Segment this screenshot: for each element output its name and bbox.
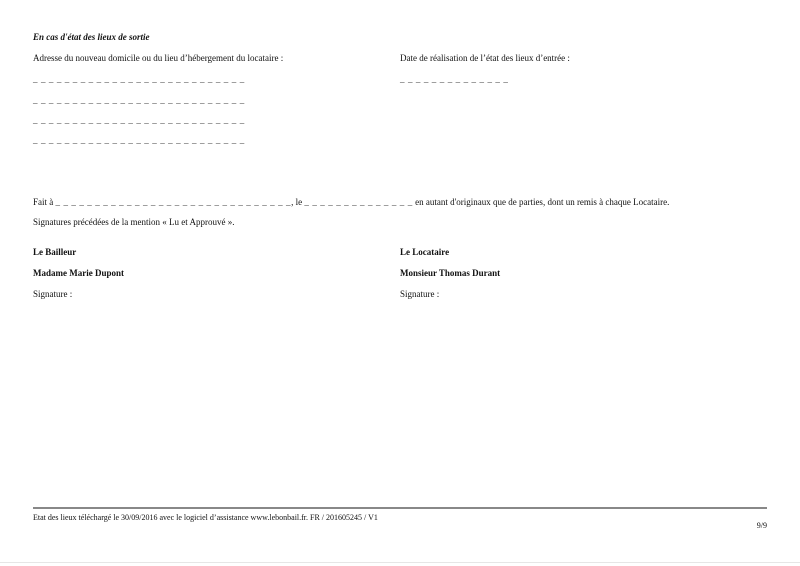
signatures-note: Signatures précédées de la mention « Lu et Approuvé ». [33,217,235,227]
bailleur-name: Madame Marie Dupont [33,268,124,278]
section-title: En cas d'état des lieux de sortie [33,32,150,42]
date-blank: _ _ _ _ _ _ _ _ _ _ _ _ _ _ [304,197,413,207]
entry-date-label: Date de réalisation de l’état des lieux d’entrée : [400,53,570,63]
bailleur-signature: Signature : [33,289,73,299]
fait-suffix: en autant d'originaux que de parties, dont un remis à chaque Locataire. [415,197,670,207]
le-text: , le [291,197,303,207]
address-line: _ _ _ _ _ _ _ _ _ _ _ _ _ _ _ _ _ _ _ _ _ _ _ _ _ _ _ [33,115,245,125]
address-line: _ _ _ _ _ _ _ _ _ _ _ _ _ _ _ _ _ _ _ _ _ _ _ _ _ _ _ [33,95,245,105]
address-line: _ _ _ _ _ _ _ _ _ _ _ _ _ _ _ _ _ _ _ _ _ _ _ _ _ _ _ [33,135,245,145]
locataire-role: Le Locataire [400,247,450,257]
page-edge [0,562,800,563]
locataire-name: Monsieur Thomas Durant [400,268,501,278]
page-number: 9/9 [756,521,767,530]
entry-date-line: _ _ _ _ _ _ _ _ _ _ _ _ _ _ [400,74,509,84]
bailleur-role: Le Bailleur [33,247,77,257]
address-label: Adresse du nouveau domicile ou du lieu d’hébergement du locataire : [33,53,284,63]
address-line: _ _ _ _ _ _ _ _ _ _ _ _ _ _ _ _ _ _ _ _ _ _ _ _ _ _ _ [33,74,245,84]
footer-text: Etat des lieux téléchargé le 30/09/2016 avec le logiciel d’assistance www.lebonbail.fr. FR / 201605245 / V1 [33,513,378,522]
place-blank: _ _ _ _ _ _ _ _ _ _ _ _ _ _ _ _ _ _ _ _ _ _ _ _ _ _ _ _ _ _ [55,197,292,207]
footer-divider [33,507,767,509]
locataire-signature: Signature : [400,289,440,299]
fait-line [33,197,669,208]
fait-prefix: Fait à [33,197,54,207]
